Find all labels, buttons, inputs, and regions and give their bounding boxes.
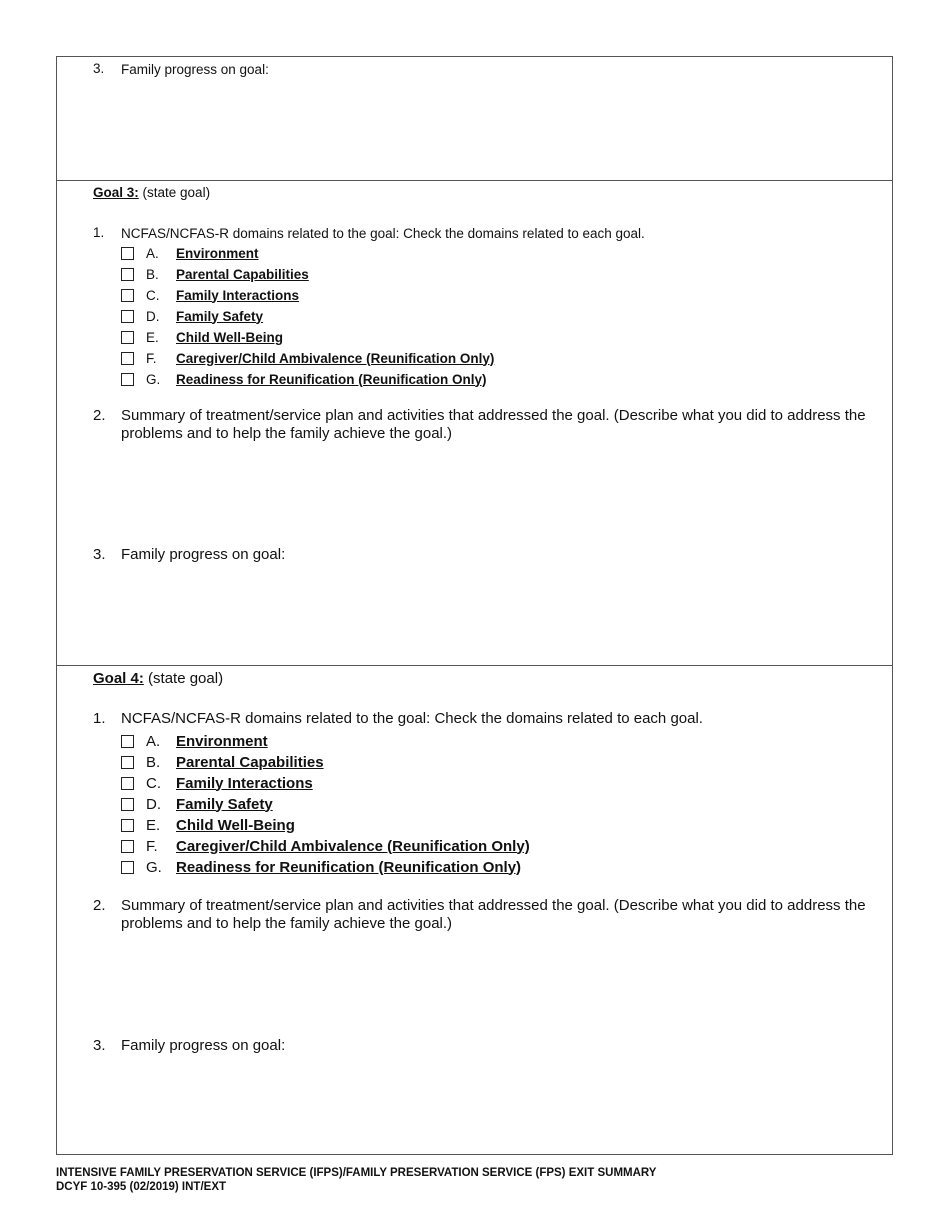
form-number: DCYF 10-395 (02/2019) INT/EXT [56, 1181, 227, 1193]
domain-letter: A. [146, 732, 161, 750]
domain-letter: F. [146, 350, 157, 366]
item-number: 2. [93, 897, 106, 914]
domain-label: Environment [176, 245, 259, 261]
checkbox[interactable] [121, 840, 134, 853]
domain-letter: C. [146, 774, 161, 792]
domain-label: Child Well-Being [176, 329, 283, 345]
domain-label: Family Interactions [176, 774, 313, 792]
goal3-domain-caregiver-child-ambivalence[interactable] [121, 349, 494, 367]
domain-letter: E. [146, 329, 159, 345]
checkbox[interactable] [121, 861, 134, 874]
item-text: Summary of treatment/service plan and activities that addressed the goal. (Describe what you did to address the problems and to help the family achieve the goal.) [121, 407, 866, 442]
domain-label: Child Well-Being [176, 816, 295, 834]
domain-label: Family Safety [176, 795, 273, 813]
checkbox[interactable] [121, 735, 134, 748]
checkbox[interactable] [121, 819, 134, 832]
item-text: Summary of treatment/service plan and activities that addressed the goal. (Describe what you did to address the problems and to help the family achieve the goal.) [121, 897, 866, 932]
goal3-domain-environment[interactable] [121, 244, 259, 262]
domain-label: Caregiver/Child Ambivalence (Reunification Only) [176, 350, 495, 366]
goal3-domain-family-safety[interactable] [121, 307, 263, 325]
goal4-hint: (state goal) [148, 670, 224, 687]
goal4-domain-readiness-for-reunification[interactable] [121, 858, 521, 876]
item-number: 1. [93, 710, 106, 727]
domain-letter: B. [146, 753, 161, 771]
form-title: INTENSIVE FAMILY PRESERVATION SERVICE (IFPS)/FAMILY PRESERVATION SERVICE (FPS) EXIT SUMMARY [56, 1167, 657, 1179]
item-number: 2. [93, 407, 106, 424]
item-text: NCFAS/NCFAS-R domains related to the goal: Check the domains related to each goal. [121, 710, 703, 727]
domain-letter: A. [146, 245, 159, 261]
checkbox[interactable] [121, 331, 134, 344]
form-frame [56, 56, 893, 1155]
checkbox[interactable] [121, 777, 134, 790]
goal3-hint: (state goal) [142, 185, 211, 200]
checkbox[interactable] [121, 289, 134, 302]
checkbox[interactable] [121, 352, 134, 365]
domain-label: Caregiver/Child Ambivalence (Reunification Only) [176, 837, 530, 855]
checkbox[interactable] [121, 373, 134, 386]
domain-letter: D. [146, 795, 161, 813]
domain-letter: G. [146, 371, 161, 387]
checkbox[interactable] [121, 756, 134, 769]
checkbox[interactable] [121, 798, 134, 811]
domain-letter: E. [146, 816, 161, 834]
goal3-domain-parental-capabilities[interactable] [121, 265, 309, 283]
checkbox[interactable] [121, 247, 134, 260]
checkbox[interactable] [121, 268, 134, 281]
goal3-section [57, 181, 892, 666]
domain-letter: G. [146, 858, 162, 876]
goal4-domain-environment[interactable] [121, 732, 268, 750]
domain-label: Parental Capabilities [176, 266, 309, 282]
domain-letter: C. [146, 287, 160, 303]
item-number: 3. [93, 546, 106, 563]
item-number: 1. [93, 225, 105, 240]
goal3-label: Goal 3: [93, 185, 139, 200]
goal3-domain-readiness-for-reunification[interactable] [121, 370, 487, 388]
item-text: Family progress on goal: [121, 1037, 286, 1054]
domain-letter: F. [146, 837, 158, 855]
domain-label: Readiness for Reunification (Reunification Only) [176, 371, 487, 387]
goal4-domain-caregiver-child-ambivalence[interactable] [121, 837, 530, 855]
domain-label: Family Interactions [176, 287, 300, 303]
goal2-continued-section [57, 57, 892, 181]
domain-label: Parental Capabilities [176, 753, 324, 771]
checkbox[interactable] [121, 310, 134, 323]
goal4-domain-family-safety[interactable] [121, 795, 273, 813]
goal4-section [57, 666, 892, 1156]
goal4-domain-child-well-being[interactable] [121, 816, 295, 834]
goal4-label: Goal 4: [93, 670, 144, 687]
item-text: Family progress on goal: [121, 62, 269, 77]
domain-letter: B. [146, 266, 159, 282]
goal3-domain-family-interactions[interactable] [121, 286, 299, 304]
item-number: 3. [93, 1037, 106, 1054]
item-text: NCFAS/NCFAS-R domains related to the goal: Check the domains related to each goal. [121, 226, 645, 241]
goal3-heading [93, 185, 210, 200]
item-number: 3. [93, 61, 105, 76]
domain-label: Family Safety [176, 308, 264, 324]
goal4-heading [93, 670, 223, 687]
domain-letter: D. [146, 308, 160, 324]
goal4-domain-parental-capabilities[interactable] [121, 753, 324, 771]
goal3-domain-child-well-being[interactable] [121, 328, 283, 346]
goal4-domain-family-interactions[interactable] [121, 774, 313, 792]
form-footer [56, 1166, 656, 1194]
domain-label: Environment [176, 732, 268, 750]
domain-label: Readiness for Reunification (Reunification Only) [176, 858, 522, 876]
item-text: Family progress on goal: [121, 546, 286, 563]
